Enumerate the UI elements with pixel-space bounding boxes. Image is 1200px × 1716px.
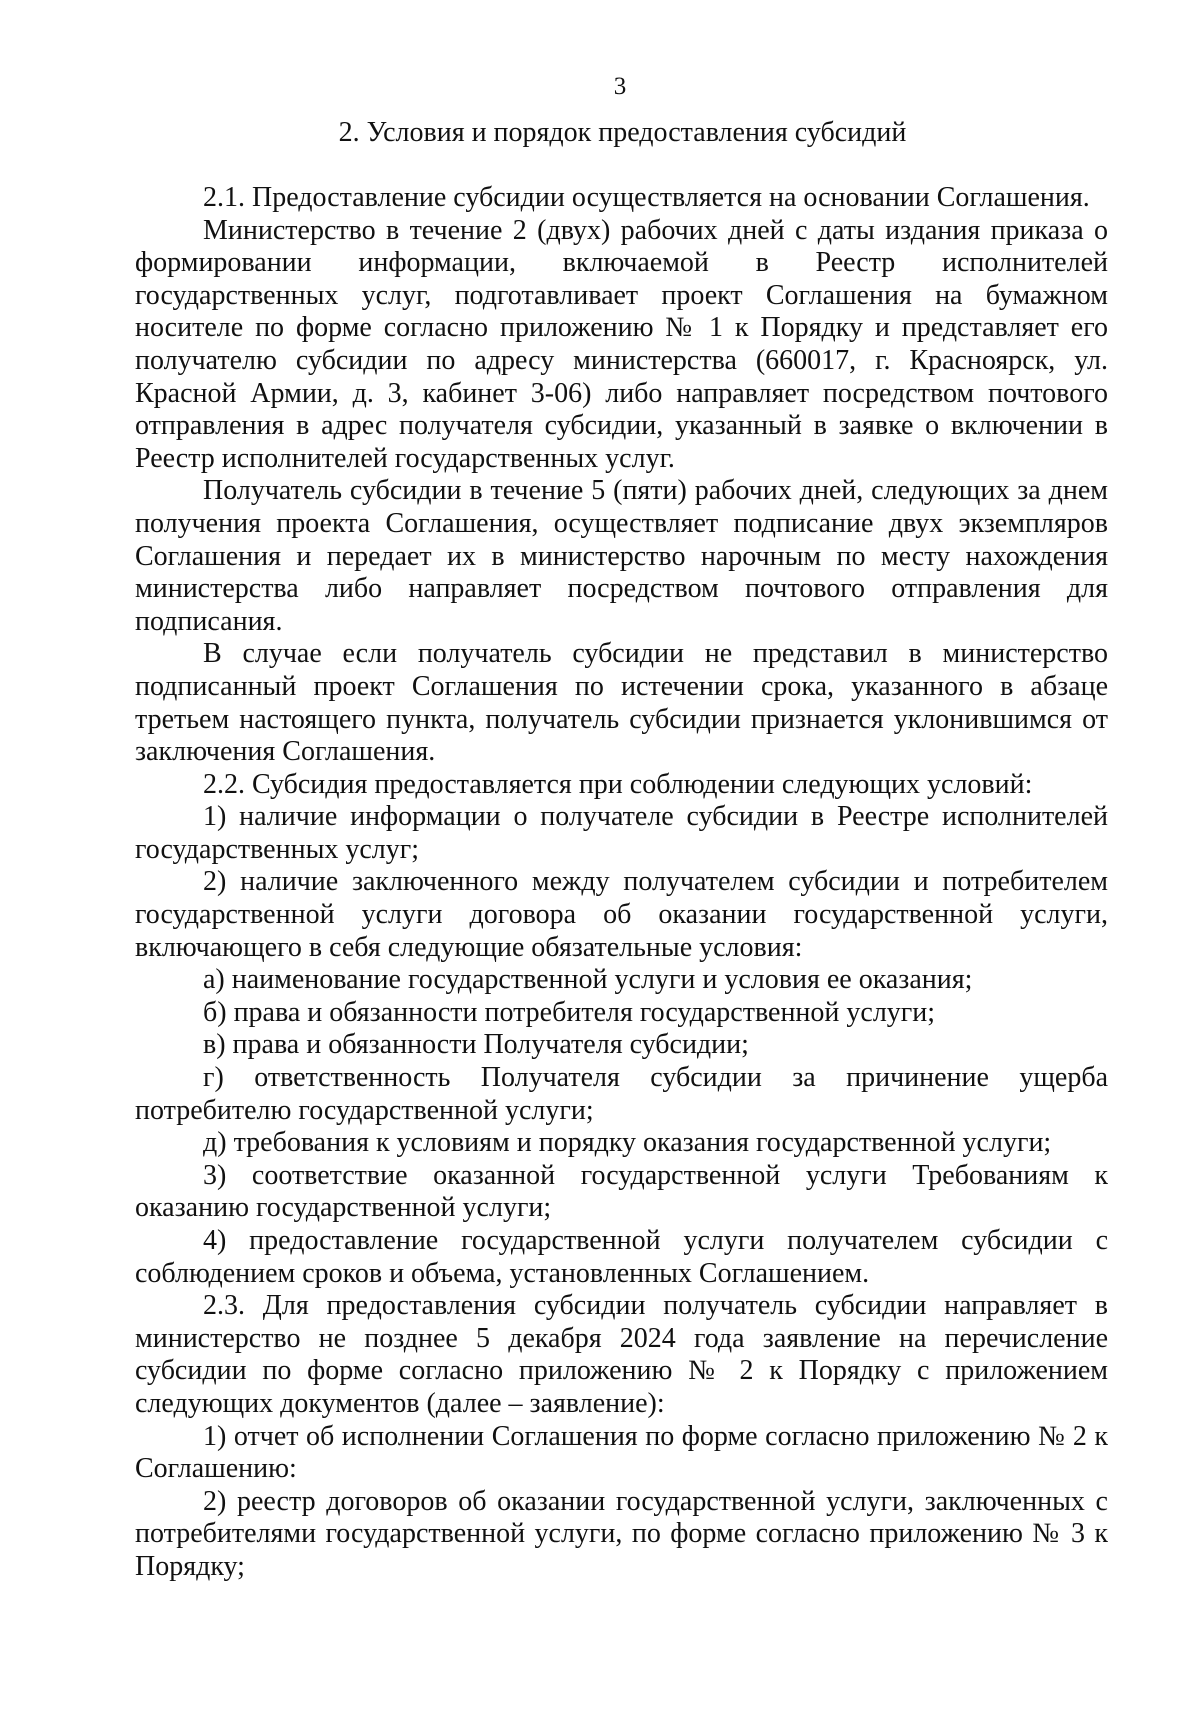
paragraph-2-1: 2.1. Предоставление субсидии осуществляется на основании Соглашения. — [203, 182, 1090, 213]
subcondition-item-g: г) ответственность Получателя субсидии за причинение ущерба потребителю государственной услуги; — [135, 1062, 1108, 1126]
paragraph-ministry-agreement: Министерство в течение 2 (двух) рабочих дней с даты издания приказа о формировании информации, включаемой в Реестр исполнителей государственных услуг, подготавливает проект Соглашения на бумажном носителе по форме согласно приложению № 1 к Порядку и представляет его получателю субсидии по адресу министерства (660017, г. Красноярск, ул. Красной Армии, д. 3, кабинет 3-06) либо направляет посредством почтового отправления в адрес получателя субсидии, указанный в заявке о включении в Реестр исполнителей государственных услуг. — [135, 214, 1108, 474]
page-number: 3 — [613, 73, 627, 100]
subcondition-item-v: в) права и обязанности Получателя субсидии; — [203, 1029, 749, 1061]
section-title: 2. Условия и порядок предоставления субсидий — [338, 117, 907, 148]
condition-item-2: 2) наличие заключенного между получателем субсидии и потребителем государственной услуги договора об оказании государственной услуги, включающего в себя следующие обязательные условия: — [135, 866, 1108, 963]
document-item-1: 1) отчет об исполнении Соглашения по форме согласно приложению № 2 к Соглашению: — [135, 1420, 1108, 1485]
condition-item-3: 3) соответствие оказанной государственной услуги Требованиям к оказанию государственной услуги; — [135, 1159, 1108, 1224]
subcondition-item-a: а) наименование государственной услуги и условия ее оказания; — [203, 964, 973, 996]
paragraph-evasion: В случае если получатель субсидии не представил в министерство подписанный проект Соглашения по истечении срока, указанного в абзаце третьем настоящего пункта, получатель субсидии признается уклонившимся от заключения Соглашения. — [135, 638, 1108, 768]
paragraph-recipient-signing: Получатель субсидии в течение 5 (пяти) рабочих дней, следующих за днем получения проекта Соглашения, осуществляет подписание двух экземпляров Соглашения и передает их в министерство нарочным по месту нахождения министерства либо направляет посредством почтового отправления для подписания. — [135, 475, 1108, 637]
subcondition-item-b: б) права и обязанности потребителя государственной услуги; — [203, 996, 936, 1028]
condition-item-4: 4) предоставление государственной услуги получателем субсидии с соблюдением сроков и объема, установленных Соглашением. — [135, 1225, 1108, 1289]
condition-item-1: 1) наличие информации о получателе субсидии в Реестре исполнителей государственных услуг; — [135, 801, 1108, 865]
subcondition-item-d: д) требования к условиям и порядку оказания государственной услуги; — [203, 1127, 1052, 1159]
paragraph-2-3: 2.3. Для предоставления субсидии получатель субсидии направляет в министерство не позднее 5 декабря 2024 года заявление на перечисление субсидии по форме согласно приложению № 2 к Порядку с приложением следующих документов (далее – заявление): — [135, 1290, 1108, 1419]
document-item-2: 2) реестр договоров об оказании государственной услуги, заключенных с потребителями государственной услуги, по форме согласно приложению № 3 к Порядку; — [135, 1485, 1108, 1582]
paragraph-2-2: 2.2. Субсидия предоставляется при соблюдении следующих условий: — [203, 768, 1033, 800]
document-body — [135, 182, 1108, 1584]
